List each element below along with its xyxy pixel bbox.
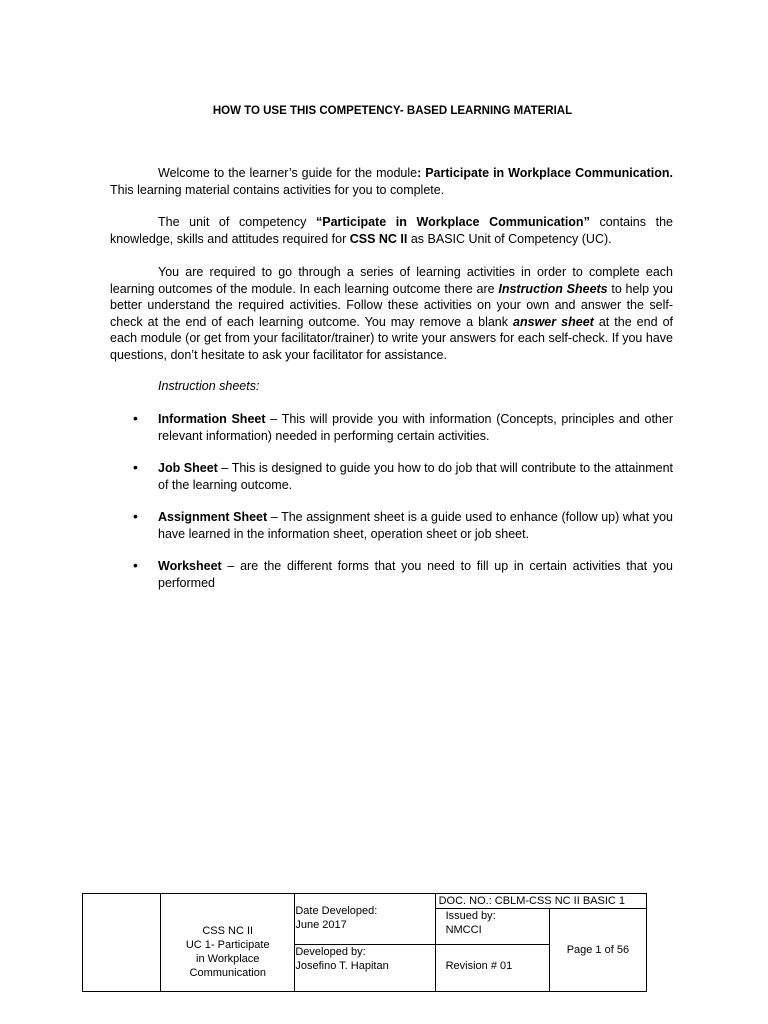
- bullet-item-job-sheet: Job Sheet – This is designed to guide you how to do job that will contribute to the attainment of the learning outcome.: [158, 461, 673, 492]
- footer-doc-no: DOC. NO.: CBLM-CSS NC II BASIC 1: [435, 894, 646, 909]
- bullet-icon: •: [133, 508, 138, 524]
- intro-paragraph-2: The unit of competency “Participate in Workplace Communication” contains the knowledge, skills and attitudes required for CSS NC II as BASIC Unit of Competency (UC).: [110, 215, 673, 246]
- bullet-icon: •: [133, 557, 138, 573]
- instruction-sheets-heading: Instruction sheets:: [158, 379, 260, 393]
- footer-revision: Revision # 01: [435, 945, 549, 992]
- page-title: HOW TO USE THIS COMPETENCY- BASED LEARNING MATERIAL: [212, 105, 573, 117]
- footer-developer-cell: Developed by: Josefino T. Hapitan: [295, 945, 435, 992]
- footer-course-cell: CSS NC II UC 1- Participate in Workplace Communication: [161, 894, 295, 992]
- document-footer-table: [82, 893, 647, 992]
- bullet-icon: •: [133, 459, 138, 475]
- intro-paragraph-3: You are required to go through a series of learning activities in order to complete each learning outcomes of the module. In each learning outcome there are Instruction Sheets to help you better understand the required activities. Follow these activities on your own and answer the self-check at the end of each learning outcome. You may remove a blank answer sheet at the end of each module (or get from your facilitator/trainer) to write your answers for each self-check. If you have questions, don’t hesitate to ask your facilitator for assistance.: [110, 265, 674, 362]
- bullet-item-information-sheet: Information Sheet – This will provide you with information (Concepts, principles and other relevant information) needed in performing certain activities.: [158, 412, 673, 443]
- footer-issued-cell: Issued by: NMCCI: [435, 909, 549, 945]
- footer-page-number: Page 1 of 56: [549, 909, 646, 992]
- bullet-item-assignment-sheet: Assignment Sheet – The assignment sheet is a guide used to enhance (follow up) what you have learned in the information sheet, operation sheet or job sheet.: [158, 510, 673, 541]
- bullet-icon: •: [133, 410, 138, 426]
- footer-date-cell: Date Developed: June 2017: [295, 894, 435, 945]
- intro-paragraph-1: Welcome to the learner’s guide for the module: Participate in Workplace Communication. This learning material contains activities for you to complete.: [110, 166, 673, 197]
- footer-logo-cell: [83, 894, 161, 992]
- bullet-item-worksheet: Worksheet – are the different forms that you need to fill up in certain activities that you performed: [158, 559, 673, 590]
